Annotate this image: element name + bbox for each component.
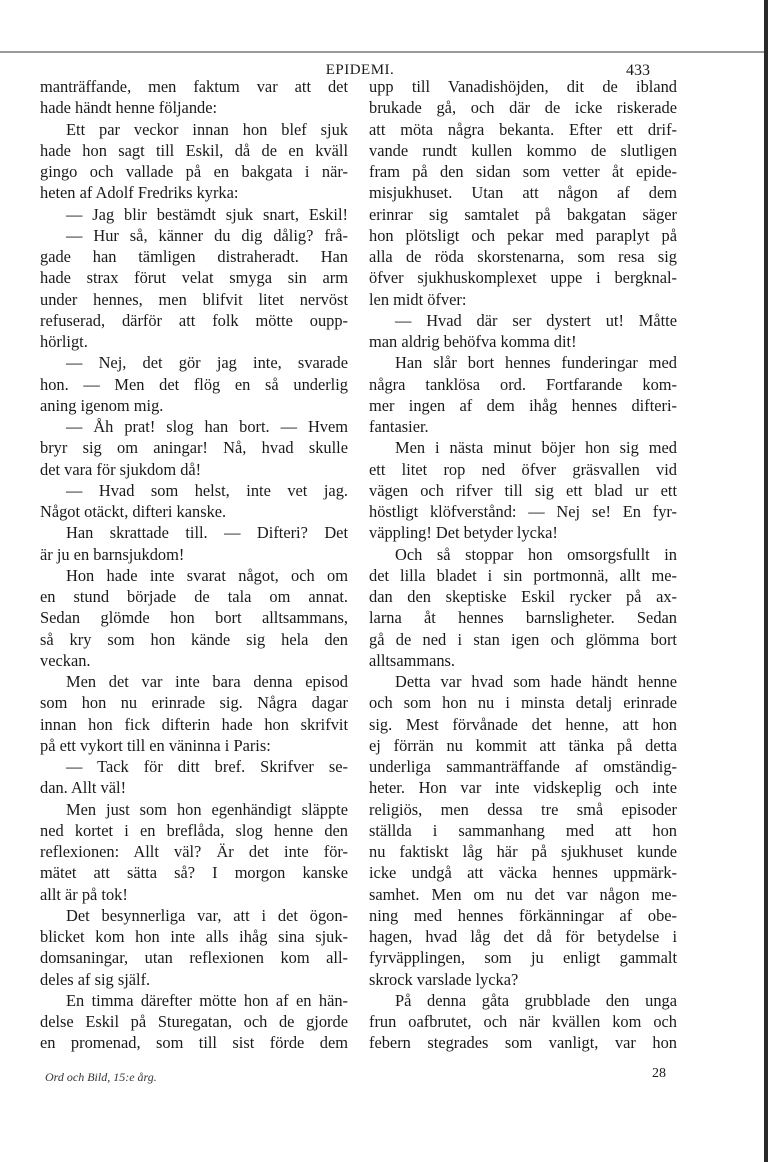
text-line: Sedan glömde hon bort alltsammans, [40,608,348,628]
text-line: ställda i sammanhang med att hon [369,820,677,840]
text-line: ned kortet i en breflåda, slog henne den [40,820,348,840]
text-line: gå de ned i stan igen och glömma bort [369,629,677,649]
text-line: är ju en barnsjukdom! [40,544,185,564]
text-line: larna åt hennes barnsligheter. Sedan [369,608,677,628]
text-line: mer ingen af dem ihåg hennes difteri- [369,395,677,415]
text-line: höstligt klöfverstånd: — Nej se! En fyr- [369,502,677,521]
text-line: öfver sjukhuskomplexet uppe i bergknal- [369,268,677,288]
text-line: — Jag blir bestämdt sjuk snart, Eskil! [66,204,348,224]
text-line: icke undgå att väcka hennes uppmärk- [369,863,677,883]
text-line: — Åh prat! slog han bort. — Hvem [66,417,348,436]
text-line: — Hvad som helst, inte vet jag. [66,480,348,500]
text-line: underliga sammanträffande af omständig- [369,757,677,776]
text-line: man aldrig behöfva komma dit! [369,332,577,351]
text-line: Detta var hvad som hade händt henne [395,672,677,691]
text-line: reflexionen: Allt väl? Är det inte för- [40,842,348,861]
text-line: brukade gå, och där de icke riskerade [369,98,677,118]
text-line: skrock varslade lycka? [369,969,519,989]
text-line: veckan. [40,650,91,670]
text-line: refuserad, därför att folk mötte oupp- [40,310,348,330]
text-line: blicket kom hon inte alls ihåg sina sjuk- [40,927,348,946]
text-line: det vara för sjukdom då! [40,459,202,479]
text-line: samhet. Men om nu det var någon me- [369,884,677,904]
text-line: heter. Hon var inte vidskeplig och inte [369,778,677,798]
text-line: heten af Adolf Fredriks kyrka: [40,183,239,203]
text-line: att möta några bekanta. Efter ett drif- [369,119,677,139]
left-column [40,76,348,1054]
text-line: manträffande, men faktum var att det [40,77,348,96]
text-line: fram på den sidan som vetter åt epide- [369,162,677,181]
header-rule [0,51,768,53]
text-line: Något otäckt, difteri kanske. [40,502,227,521]
text-line: dan. Allt väl! [40,778,127,798]
text-line: hade händt henne följande: [40,98,218,118]
text-line: frun oafbrutet, och när kvällen kom och [369,1012,677,1031]
text-line: Hon hade inte svarat något, och om [66,565,348,585]
text-line: några tanklösa ord. Fortfarande kom- [369,374,677,394]
text-line: hade strax förut velat smyga sin arm [40,268,348,288]
text-line: en promenad, som till sist förde dem [40,1033,348,1053]
text-line: — Nej, det gör jag inte, svarade [66,353,348,373]
text-line: Han skrattade till. — Difteri? Det [66,523,348,543]
text-line: under hennes, men blifvit litet nervöst [40,289,348,309]
text-line: En timma därefter mötte hon af en hän- [66,990,348,1010]
text-line: — Hvad där ser dystert ut! Måtte [395,310,677,330]
text-line: religiös, men dessa tre små episoder [369,799,677,819]
text-line: deles af sig själf. [40,969,151,989]
text-line: Ett par veckor innan hon blef sjuk [66,119,348,139]
text-line: och som hon nu i minsta detalj erinrade [369,693,677,713]
text-line: Men det var inte bara denna episod [66,672,348,691]
text-line: — Tack för ditt bref. Skrifver se- [66,757,348,776]
text-line: gade han tämligen distraheradt. Han [40,247,348,266]
page-number: 433 [626,62,650,79]
text-line: dan den skeptiske Eskil rycker på ax- [369,587,677,606]
text-line: alla de röda skorstenarna, som resa sig [369,247,677,266]
running-title: EPIDEMI. [325,62,395,78]
text-line: hon plötsligt och pekar med paraplyt på [369,225,677,245]
text-line: som hon nu erinrade sig. Några dagar [40,693,348,713]
text-line: misjukhuset. Utan att någon af dem [369,183,677,203]
text-line: allt är på tok! [40,884,128,904]
text-line: en stund började de tala om annat. [40,587,348,606]
text-line: hade hon sagt till Eskil, då de en kväll [40,140,348,160]
text-line: Men i nästa minut böjer hon sig med [395,438,677,458]
text-line: Det besynnerliga var, att i det ögon- [66,905,348,925]
text-line: på ett vykort till en väninna i Paris: [40,735,271,755]
text-line: så kry som hon kände sig hela den [40,629,348,649]
text-line: gingo och vallade på en bakgata i när- [40,162,348,181]
text-line: vägen och rifver till sig ett blad ur ett [369,480,677,500]
text-line: nu faktiskt låg här på sjukhuset kunde [369,842,677,861]
text-line: Han slår bort hennes funderingar med [395,353,677,373]
text-line: mätet att sätta så? I morgon kanske [40,863,348,883]
text-line: delse Eskil på Sturegatan, och de gjorde [40,1012,348,1031]
text-line: hagen, hvad låg det då för betydelse i [369,927,677,946]
page-edge [764,0,768,1162]
text-line: ej förrän nu kommit att tänka på detta [369,735,677,755]
text-line: Men just som hon egenhändigt släppte [66,799,348,819]
text-line: innan hon fick difterin hade hon skrifvit [40,714,348,734]
text-line: domsaningar, utan reflexionen kom all- [40,948,348,968]
text-line: erinrar sig samtalet på bakgatan säger [369,204,677,224]
text-line: vande rundt kullen kommo de slutligen [369,140,677,160]
text-line: aning igenom mig. [40,395,164,415]
text-line: fyrväpplingen, som ju enligt gammalt [369,948,677,968]
text-line: På denna gåta grubblade den unga [395,990,677,1010]
text-line: sig. Mest förvånade det henne, att hon [369,714,677,734]
text-line: febern stegrades som vanligt, var hon [369,1033,677,1053]
text-line: ning med hennes förkänningar af obe- [369,905,677,925]
text-line: len midt öfver: [369,289,467,309]
text-line: alltsammans. [369,650,456,670]
text-line: Och så stoppar hon omsorgsfullt in [395,544,677,564]
text-line: hon. — Men det flög en så underlig [40,374,348,394]
text-line: det lilla bladet i sin portmonnä, allt me- [369,565,677,585]
text-line: väppling! Det betyder lycka! [369,523,558,543]
text-line: — Hur så, känner du dig dålig? frå- [66,225,348,245]
text-line: upp till Vanadishöjden, dit de ibland [369,77,677,96]
text-line: hörligt. [40,332,88,351]
footer-signature: Ord och Bild, 15:e årg. [45,1070,157,1084]
right-column [369,76,677,1054]
text-line: ett litet rop ned öfver gräsvallen vid [369,459,677,479]
text-line: fantasier. [369,417,429,436]
sheet-number: 28 [652,1066,666,1081]
text-line: bryr sig om aningar! Nå, hvad skulle [40,438,348,458]
